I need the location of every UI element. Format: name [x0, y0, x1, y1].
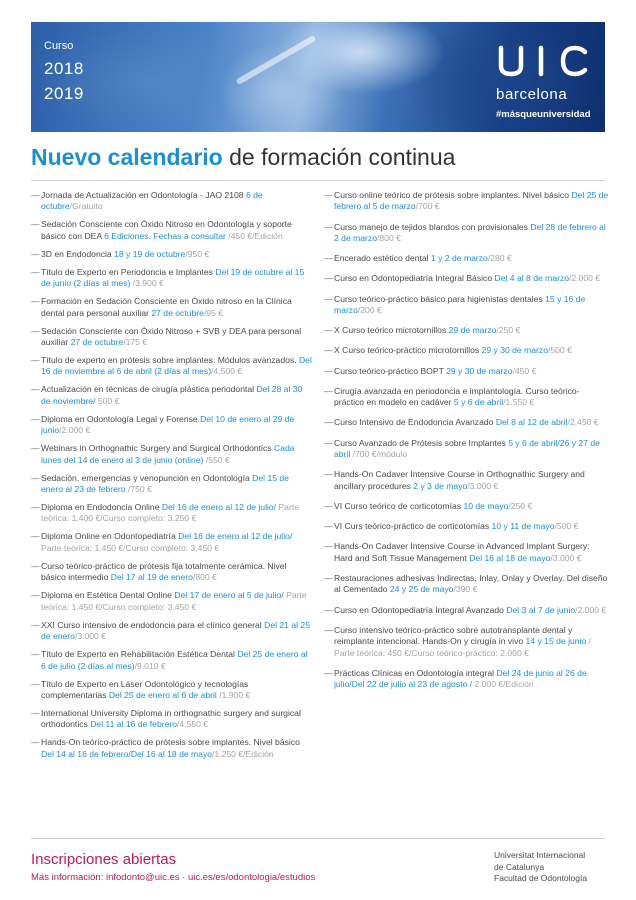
course-item — [324, 625, 609, 659]
course-price: /3.900 € — [130, 278, 164, 289]
course-date: Del 21 al 25 de enero — [41, 619, 310, 642]
course-item — [324, 190, 609, 213]
course-item — [31, 649, 313, 672]
course-item — [324, 366, 609, 377]
course-item — [31, 620, 313, 643]
course-date: 6 de octubre — [41, 190, 263, 212]
course-name: Encerado estético dental — [334, 253, 431, 264]
course-item — [324, 325, 609, 336]
course-date: Del 14 al 16 de febrero/Del 16 al 18 de mayo — [41, 748, 213, 759]
banner-photo-highlight — [236, 35, 317, 85]
course-name: Curso en Odontopediatría Integral Básico — [334, 273, 495, 284]
course-price: /4.500 € — [211, 366, 243, 377]
course-date: 27 de octubre — [70, 337, 124, 348]
course-price: /1.550 € — [503, 397, 535, 408]
course-name: Sedación Consciente con Óxido Nitroso + SVB y DEA para personal auxiliar — [41, 325, 302, 348]
course-date: Del 17 al 19 de enero — [110, 572, 193, 583]
course-name: Curso teórico-práctico básico para higienistas dentales — [334, 293, 546, 304]
course-name: Sedación, emergencias y venopunción en Odontología — [41, 472, 253, 483]
course-item — [324, 273, 609, 284]
course-name: Actualización en técnicas de cirugía plástica periodontal — [41, 384, 257, 395]
course-name: Título de Experto en Rehabilitación Estética Dental — [41, 649, 238, 660]
course-price: /3.000 € — [550, 552, 582, 563]
course-price: /95 € — [203, 307, 224, 318]
enrollment-heading: Inscripciones abiertas — [31, 851, 177, 868]
course-item — [31, 443, 313, 466]
course-name: Diploma en Estética Dental Online — [41, 590, 175, 601]
course-name: X Curso teórico microtornillos — [334, 325, 449, 336]
course-price: /800 € — [377, 233, 401, 244]
course-name: Hands-On teórico-práctico de prótesis sobre implantes. Nivel básico — [41, 737, 300, 748]
course-date: Del 11 al 16 de febrero — [90, 719, 178, 730]
course-name: Cirugía avanzada en periodoncia e implantología. Curso teórico-práctico en modelo en cadáver — [334, 385, 580, 408]
course-item — [31, 296, 313, 319]
course-name: Curso Avanzado de Prótesis sobre Implantes — [334, 437, 509, 448]
course-name: Curso en Odontopediatría Integral Avanzado — [334, 604, 507, 615]
course-item — [324, 386, 609, 409]
course-name: Curso manejo de tejidos blandos con provisionales — [334, 221, 531, 232]
title-highlight: Nuevo calendario — [31, 144, 223, 170]
institution-line: Facultad de Odontología — [494, 873, 588, 883]
course-name: Curso Intensivo de Endodoncia Avanzado — [334, 417, 496, 428]
course-item — [324, 222, 609, 245]
course-name: Título de experto en prótesis sobre implantes. Módulos avanzados. — [41, 355, 299, 366]
course-price: /700 €/módulo — [350, 449, 408, 460]
course-price: /800 € — [192, 572, 217, 583]
course-item — [324, 541, 609, 564]
uic-hashtag: #másqueuniversidad — [496, 109, 591, 120]
course-name: Curso online teórico de prótesis sobre implantes. Nivel básico — [334, 190, 572, 200]
course-item — [324, 501, 609, 512]
course-price: /200 € — [357, 305, 382, 316]
course-name: 3D en Endodoncia — [41, 248, 115, 259]
course-date: 15 y 16 de marzo — [334, 293, 586, 316]
course-date: Cada lunes del 14 de enero al 3 de junio (online) — [41, 443, 295, 465]
course-item — [31, 355, 313, 378]
course-date: Del 3 al 7 de junio — [506, 604, 576, 615]
course-item — [31, 473, 313, 496]
course-date: 14 y 15 de junio — [525, 636, 587, 647]
course-price: /950 € — [185, 248, 210, 259]
course-item — [31, 531, 313, 554]
course-item — [31, 679, 313, 702]
course-price: 2.000 €/Edición — [472, 679, 534, 690]
course-price: /2.000 € — [59, 425, 91, 436]
course-date: 6 Ediciones. Fechas a consultar — [104, 230, 226, 241]
course-date: 29 de marzo — [448, 325, 497, 336]
course-price: /500 € — [547, 345, 572, 356]
course-date: 18 y 19 de octubre — [114, 248, 186, 259]
course-date: Del 24 de junio al 26 de julio/Del 22 de julio al 23 de agosto / — [334, 667, 587, 690]
course-price: Parte teórica: 1.450 €/Curso completo: 3.450 € — [41, 542, 220, 553]
course-price: /1.250 €/Edición — [212, 748, 274, 759]
course-item — [324, 521, 609, 532]
year-start: 2018 — [44, 59, 84, 78]
course-item — [31, 414, 313, 437]
course-date: Del 28 de febrero al 2 de marzo — [334, 221, 606, 244]
course-item — [31, 190, 313, 213]
course-price: /280 € — [487, 253, 512, 264]
course-price: /450 € — [512, 365, 537, 376]
course-item — [324, 469, 609, 492]
course-date: Del 17 de enero al 5 de julio/ — [174, 590, 284, 601]
course-name: Curso teórico-práctico BOPT — [334, 365, 447, 376]
course-item — [324, 438, 609, 461]
course-name: Título de Experto en Periodoncia e Implantes — [41, 266, 216, 277]
course-item — [324, 605, 609, 616]
course-date: Del 15 de enero al 23 de febrero — [41, 472, 289, 495]
course-price: Parte teórica: 1.450 €/Curso completo: 3.450 € — [41, 590, 307, 612]
institution-line: Universitat Internacional — [494, 850, 586, 860]
course-date: Del 25 de febrero al 5 de marzo — [334, 190, 609, 212]
course-item — [31, 326, 313, 349]
course-price: /4.550 € — [177, 719, 209, 730]
course-date: 29 y 30 de marzo — [481, 345, 548, 356]
course-date: 29 y 30 de marzo — [446, 365, 513, 376]
course-name: Prácticas Clínicas en Odontología integral — [334, 667, 497, 678]
course-name: VI Curso teórico de corticotomías — [334, 500, 464, 511]
course-name: Formación en Sedación Consciente en Óxido nitroso en la Clínica dental para personal auxiliar — [41, 296, 292, 318]
course-price: /Gratuito — [69, 201, 103, 212]
course-name: Hands-On Cadaver Intensive Course in Orthognathic Surgery and ancillary procedures — [334, 469, 585, 491]
course-date: 1 y 2 de marzo — [430, 253, 488, 264]
course-price: /3.000 € — [74, 631, 106, 642]
course-name: Jornada de Actualización en Odontología - JAO 2108 — [41, 190, 246, 200]
course-date: Del 19 de octubre al 15 de junio (2 días al mes) — [41, 266, 305, 289]
curso-label: Curso — [44, 40, 74, 52]
title-rest: de formación continua — [222, 144, 456, 170]
bottom-divider — [31, 838, 605, 839]
course-item — [324, 345, 609, 356]
uic-city: barcelona — [496, 86, 568, 103]
course-date: Del 28 al 30 de noviembre/ — [41, 384, 303, 406]
course-item — [31, 561, 313, 584]
course-item — [31, 219, 313, 242]
course-price: /500 € — [554, 521, 579, 532]
course-price: /450 €/Edición — [225, 230, 283, 241]
institution-line: de Catalunya — [494, 861, 545, 872]
top-divider — [31, 180, 605, 181]
uic-logo — [495, 42, 595, 82]
course-price: /700 € — [415, 201, 440, 212]
course-item — [324, 253, 609, 264]
course-list-left — [31, 190, 313, 767]
course-price: /2.450 € — [567, 417, 599, 428]
course-item — [324, 573, 609, 596]
course-price: 500 € — [95, 395, 120, 406]
course-item — [31, 708, 313, 731]
course-item — [324, 294, 609, 317]
course-price: / Parte teórica: 450 €/Curso teórico-práctico: 2.000 € — [334, 636, 592, 658]
year-end: 2019 — [44, 84, 84, 103]
course-date: Del 8 al 12 de abril — [495, 417, 568, 428]
course-item — [31, 384, 313, 407]
course-price: /550 € — [203, 454, 230, 465]
course-price: /175 € — [123, 337, 148, 348]
course-price: /9.010 € — [134, 660, 166, 671]
course-name: Webinars in Orthognathic Surgery and Surgical Orthodontics — [41, 443, 274, 454]
course-date: Del 10 de enero al 29 de junio — [41, 413, 295, 436]
header-banner — [31, 22, 605, 132]
course-name: XXI Curso intensivo de endodoncia para el clínico general — [41, 619, 265, 630]
course-list-right — [324, 190, 609, 699]
course-date: Del 4 al 8 de marzo — [494, 273, 570, 284]
course-name: Hands-On Cadaver Intensive Course in Advanced Implant Surgery: Hard and Soft Tissue Management — [334, 541, 590, 563]
page-title — [31, 144, 455, 171]
course-name: X Curso teórico-práctico microtornillos — [334, 345, 482, 356]
course-date: 5 y 6 de abril/26 y 27 de abril — [334, 437, 600, 460]
course-date: Del 16 al 18 de mayo — [469, 552, 551, 563]
course-date: Del 16 de enero al 12 de julio/ — [161, 502, 277, 513]
course-price: /2.000 € — [569, 273, 601, 284]
course-price: /1.900 € — [216, 689, 251, 700]
course-item — [324, 417, 609, 428]
more-info-contact[interactable]: Más información: infodonto@uic.es · uic.es/es/odontologia/estudios — [31, 872, 316, 883]
course-date: 2 y 3 de mayo — [413, 480, 468, 491]
course-name: International University Diploma in orthognathic surgery and surgical orthodontics — [41, 707, 301, 730]
course-price: Parte teórica: 1.400 €/Curso completo: 3.250 € — [41, 502, 299, 524]
course-price: /250 € — [508, 500, 533, 511]
course-date: 10 de mayo — [463, 500, 509, 511]
course-price: /390 € — [453, 584, 478, 595]
course-item — [31, 267, 313, 290]
course-item — [31, 590, 313, 613]
course-item — [324, 668, 609, 691]
course-name: Título de Experto en Láser Odontológico y tecnologías complementarias — [41, 678, 249, 700]
course-item — [31, 249, 313, 260]
course-date: Del 25 de enero al 6 de abril — [108, 689, 217, 700]
course-name: Sedación Consciente con Óxido Nitroso en Odontología y soporte básico con DEA — [41, 219, 292, 241]
course-date: 5 y 6 de abril — [453, 397, 504, 408]
course-date: Del 16 de enero al 12 de julio/ — [178, 531, 293, 542]
course-name: Curso teórico-práctico de prótesis fija totalmente cerámica. Nivel básico intermedio — [41, 560, 287, 583]
course-price: /2.000 € — [575, 604, 607, 615]
course-price: /250 € — [496, 325, 521, 336]
course-name: Diploma en Odontología Legal y Forense — [41, 413, 201, 424]
course-price: /3.000 € — [467, 480, 499, 491]
course-name: VI Curs teórico-práctico de corticotomías — [334, 521, 492, 532]
course-name: Restauraciones adhesivas Indirectas, Inlay, Onlay y Overlay. Del diseño al Cementado — [334, 572, 608, 595]
institution-block — [494, 850, 587, 885]
course-name: Curso intensivo teórico-práctico sobre autotransplante dental y reimplante intencional. Hands-On y cirugía in vivo — [334, 624, 573, 647]
course-name: Diploma en Endodoncia Online — [41, 502, 162, 513]
course-item — [31, 737, 313, 760]
course-date: Del 16 de noviembre al 6 de abril (2 días al mes) — [41, 355, 312, 377]
course-date: Del 25 de enero al 6 de julio (2 días al mes) — [41, 649, 308, 671]
course-date: 24 y 25 de mayo — [389, 584, 454, 595]
course-name: Diploma Online en Odontopediatría — [41, 531, 179, 542]
course-item — [31, 502, 313, 525]
course-date: 27 de octubre — [151, 307, 204, 318]
course-price: /750 € — [125, 484, 152, 495]
course-date: 10 y 11 de mayo — [491, 521, 555, 532]
